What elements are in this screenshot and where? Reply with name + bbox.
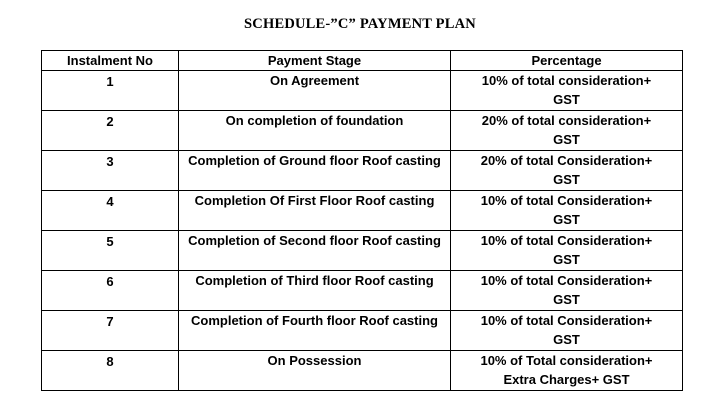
payment-plan-table xyxy=(41,50,683,391)
payment-stage: Completion Of First Floor Roof casting xyxy=(179,191,451,231)
percentage-line: 10% of total Consideration+ xyxy=(480,193,653,208)
instalment-number: 2 xyxy=(42,111,179,151)
percentage-line: 10% of total Consideration+ xyxy=(480,273,653,288)
table-header-row xyxy=(42,51,683,71)
header-percentage: Percentage xyxy=(451,51,683,71)
percentage-line: GST xyxy=(553,92,580,107)
percentage-line: 20% of total consideration+ xyxy=(481,113,652,128)
instalment-number: 4 xyxy=(42,191,179,231)
payment-stage: On Possession xyxy=(179,351,451,391)
payment-stage: Completion of Fourth floor Roof casting xyxy=(179,311,451,351)
table-row xyxy=(42,311,683,351)
header-instalment-no: Instalment No xyxy=(42,51,179,71)
table-row xyxy=(42,111,683,151)
percentage-line: 20% of total Consideration+ xyxy=(480,153,653,168)
payment-stage: On completion of foundation xyxy=(179,111,451,151)
percentage-line: 10% of total Consideration+ xyxy=(480,313,653,328)
percentage-line: GST xyxy=(553,252,580,267)
payment-stage: Completion of Third floor Roof casting xyxy=(179,271,451,311)
instalment-number: 6 xyxy=(42,271,179,311)
table-row xyxy=(42,71,683,111)
percentage-line: 10% of total Consideration+ xyxy=(480,233,653,248)
payment-stage: Completion of Ground floor Roof casting xyxy=(179,151,451,191)
percentage-cell xyxy=(451,111,683,151)
percentage-cell xyxy=(451,351,683,391)
table-row xyxy=(42,151,683,191)
instalment-number: 1 xyxy=(42,71,179,111)
instalment-number: 8 xyxy=(42,351,179,391)
percentage-cell xyxy=(451,191,683,231)
instalment-number: 7 xyxy=(42,311,179,351)
percentage-line: GST xyxy=(553,172,580,187)
percentage-cell xyxy=(451,71,683,111)
payment-stage: Completion of Second floor Roof casting xyxy=(179,231,451,271)
percentage-line: 10% of Total consideration+ xyxy=(480,353,653,368)
percentage-line: Extra Charges+ GST xyxy=(503,372,630,387)
table-row xyxy=(42,231,683,271)
payment-stage: On Agreement xyxy=(179,71,451,111)
header-payment-stage: Payment Stage xyxy=(179,51,451,71)
percentage-cell xyxy=(451,271,683,311)
page-title: SCHEDULE-”C” PAYMENT PLAN xyxy=(244,16,476,32)
table-row xyxy=(42,271,683,311)
table-row xyxy=(42,351,683,391)
percentage-line: GST xyxy=(553,132,580,147)
percentage-cell xyxy=(451,151,683,191)
percentage-cell xyxy=(451,311,683,351)
percentage-line: 10% of total consideration+ xyxy=(481,73,652,88)
percentage-line: GST xyxy=(553,212,580,227)
table-row xyxy=(42,191,683,231)
percentage-line: GST xyxy=(553,292,580,307)
percentage-line: GST xyxy=(553,332,580,347)
instalment-number: 3 xyxy=(42,151,179,191)
instalment-number: 5 xyxy=(42,231,179,271)
percentage-cell xyxy=(451,231,683,271)
